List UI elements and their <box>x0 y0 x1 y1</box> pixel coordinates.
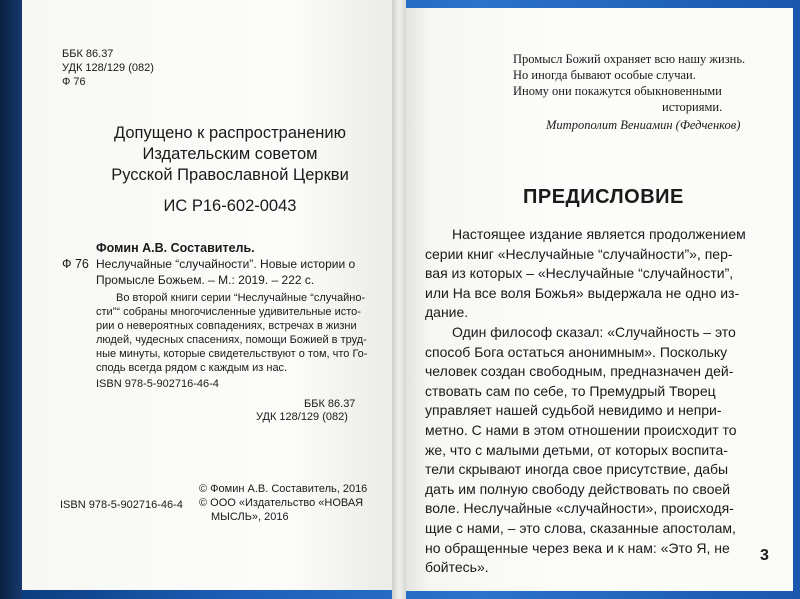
udk-code-right: УДК 128/129 (082) <box>256 411 348 423</box>
epigraph-line-2: Но иногда бывают особые случаи. <box>513 68 696 82</box>
body-line-10: управляет нашей судьбой невидимо и непри- <box>425 402 722 419</box>
body-line-6: Один философ сказал: «Случайность – это <box>452 324 736 340</box>
is-code: ИС Р16-602-0043 <box>163 197 297 215</box>
author-mark: Ф 76 <box>62 76 86 88</box>
bbk-code-right: ББК 86.37 <box>304 398 356 410</box>
body-line-18: бойтесь». <box>425 559 489 576</box>
body-line-7: способ Бога остаться анонимным». Поскольку <box>425 343 728 360</box>
catalog-title-2: Промысле Божьем. – М.: 2019. – 222 с. <box>96 273 315 287</box>
body-line-16: щие с нами, – это слова, сказанные апостолам, <box>425 520 736 536</box>
body-line-14: дать им полную свободу действовать по своей <box>425 480 731 497</box>
annotation-line-2: сти”“ собраны многочисленные удивительные исто- <box>96 306 361 318</box>
approval-line-1: Допущено к распространению <box>113 124 346 142</box>
epigraph-line-1: Промысл Божий охраняет всю нашу жизнь. <box>513 52 746 66</box>
body-line-2: серии книг «Неслучайные “случайности”», пер- <box>425 245 733 262</box>
body-line-13: тели скрывают иногда свое присутствие, дабы <box>425 461 729 478</box>
page-number: 3 <box>760 547 769 564</box>
copyright-line-2: © ООО «Издательство «НОВАЯ <box>199 497 364 509</box>
preface-heading: ПРЕДИСЛОВИЕ <box>523 186 684 208</box>
epigraph-author: Митрополит Вениамин (Федченков) <box>546 118 741 132</box>
body-line-1: Настоящее издание является продолжением <box>452 226 746 242</box>
udk-code: УДК 128/129 (082) <box>62 62 154 74</box>
bbk-code: ББК 86.37 <box>62 48 114 60</box>
book-gutter <box>392 0 406 599</box>
body-line-9: ствовать сам по себе, то Премудрый Творец <box>425 382 716 399</box>
approval-line-3: Русской Православной Церкви <box>111 166 349 184</box>
body-line-15: воле. Неслучайные «случайности», происходя- <box>425 500 734 517</box>
body-line-12: же, что с малыми детьми, от которых воспита- <box>425 441 728 458</box>
body-line-17: но обращенные через века и к нам: «Это Я, не <box>425 539 730 556</box>
isbn-catalog: ISBN 978-5-902716-46-4 <box>96 378 219 390</box>
body-line-5: дание. <box>425 304 469 321</box>
isbn-bottom: ISBN 978-5-902716-46-4 <box>60 499 183 511</box>
annotation-line-5: ные минуты, которые свидетельствуют о том, что Го- <box>96 348 368 360</box>
catalog-code: Ф 76 <box>62 257 89 271</box>
body-line-11: метно. С нами в этом отношении происходит то <box>425 422 737 438</box>
annotation-line-6: сподь всегда рядом с каждым из нас. <box>96 362 288 374</box>
body-line-3: вая из которых – «Неслучайные “случайности”, <box>425 265 734 282</box>
annotation-line-3: рии о невероятных совпадениях, встречах в жизни <box>96 320 357 332</box>
catalog-title-1: Неслучайные “случайности”. Новые истории о <box>96 257 356 271</box>
copyright-line-3: МЫСЛЬ», 2016 <box>211 511 289 523</box>
epigraph-line-4: историями. <box>662 100 723 114</box>
cover-spine-edge <box>0 0 22 599</box>
epigraph-line-3: Иному они покажутся обыкновенными <box>513 84 722 98</box>
copyright-line-1: © Фомин А.В. Составитель, 2016 <box>199 483 368 495</box>
approval-line-2: Издательским советом <box>142 145 318 163</box>
annotation-line-1: Во второй книги серии “Неслучайные “случайно- <box>116 292 366 304</box>
annotation-line-4: людей, чудесных спасениях, помощи Божией в труд- <box>96 334 367 346</box>
catalog-author: Фомин А.В. Составитель. <box>96 241 255 255</box>
body-line-8: человек создан свободным, предназначен дей- <box>425 363 734 380</box>
body-line-4: или На все воля Божья» выдержала не одно из- <box>425 284 740 301</box>
